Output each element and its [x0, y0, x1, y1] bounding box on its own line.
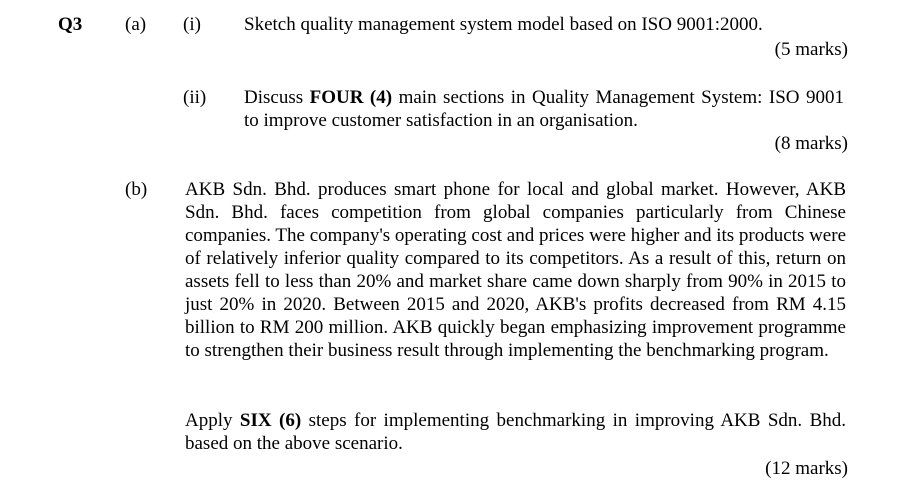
- part-b-label: (b): [125, 179, 148, 200]
- part-b-task: Apply SIX (6) steps for implementing benchmarking in improving AKB Sdn. Bhd. based on the above scenario.: [185, 410, 846, 454]
- question-number: Q3: [58, 14, 83, 35]
- part-a-i-text: Sketch quality management system model based on ISO 9001:2000.: [244, 14, 763, 35]
- part-a-ii-marks: (8 marks): [774, 133, 848, 154]
- part-a-i-label: (i): [183, 14, 201, 35]
- part-b-scenario: AKB Sdn. Bhd. produces smart phone for local and global market. However, AKB Sdn. Bhd. faces competition from global companies particularly from Chinese companies. The company's operating cost and prices were higher and its products were of relatively inferior quality compared to its competitors. As a result of this, return on assets fell to less than 20% and market share came down sharply from 90% in 2015 to just 20% in 2020. Between 2015 and 2020, AKB's profits decreased from RM 4.15 billion to RM 200 million. AKB quickly began emphasizing improvement programme to strengthen their business result through implementing the benchmarking program.: [185, 179, 847, 361]
- part-b-emphasis: SIX (6): [239, 410, 302, 431]
- part-a-label: (a): [125, 14, 147, 35]
- part-a-i-marks: (5 marks): [774, 39, 848, 60]
- part-b-marks: (12 marks): [765, 458, 848, 479]
- part-a-ii-emphasis: FOUR (4): [309, 87, 393, 108]
- part-a-ii-label: (ii): [183, 87, 207, 108]
- part-a-ii-text: Discuss FOUR (4) main sections in Quality Management System: ISO 9001 to improve customer satisfaction in an organisation.: [244, 87, 844, 131]
